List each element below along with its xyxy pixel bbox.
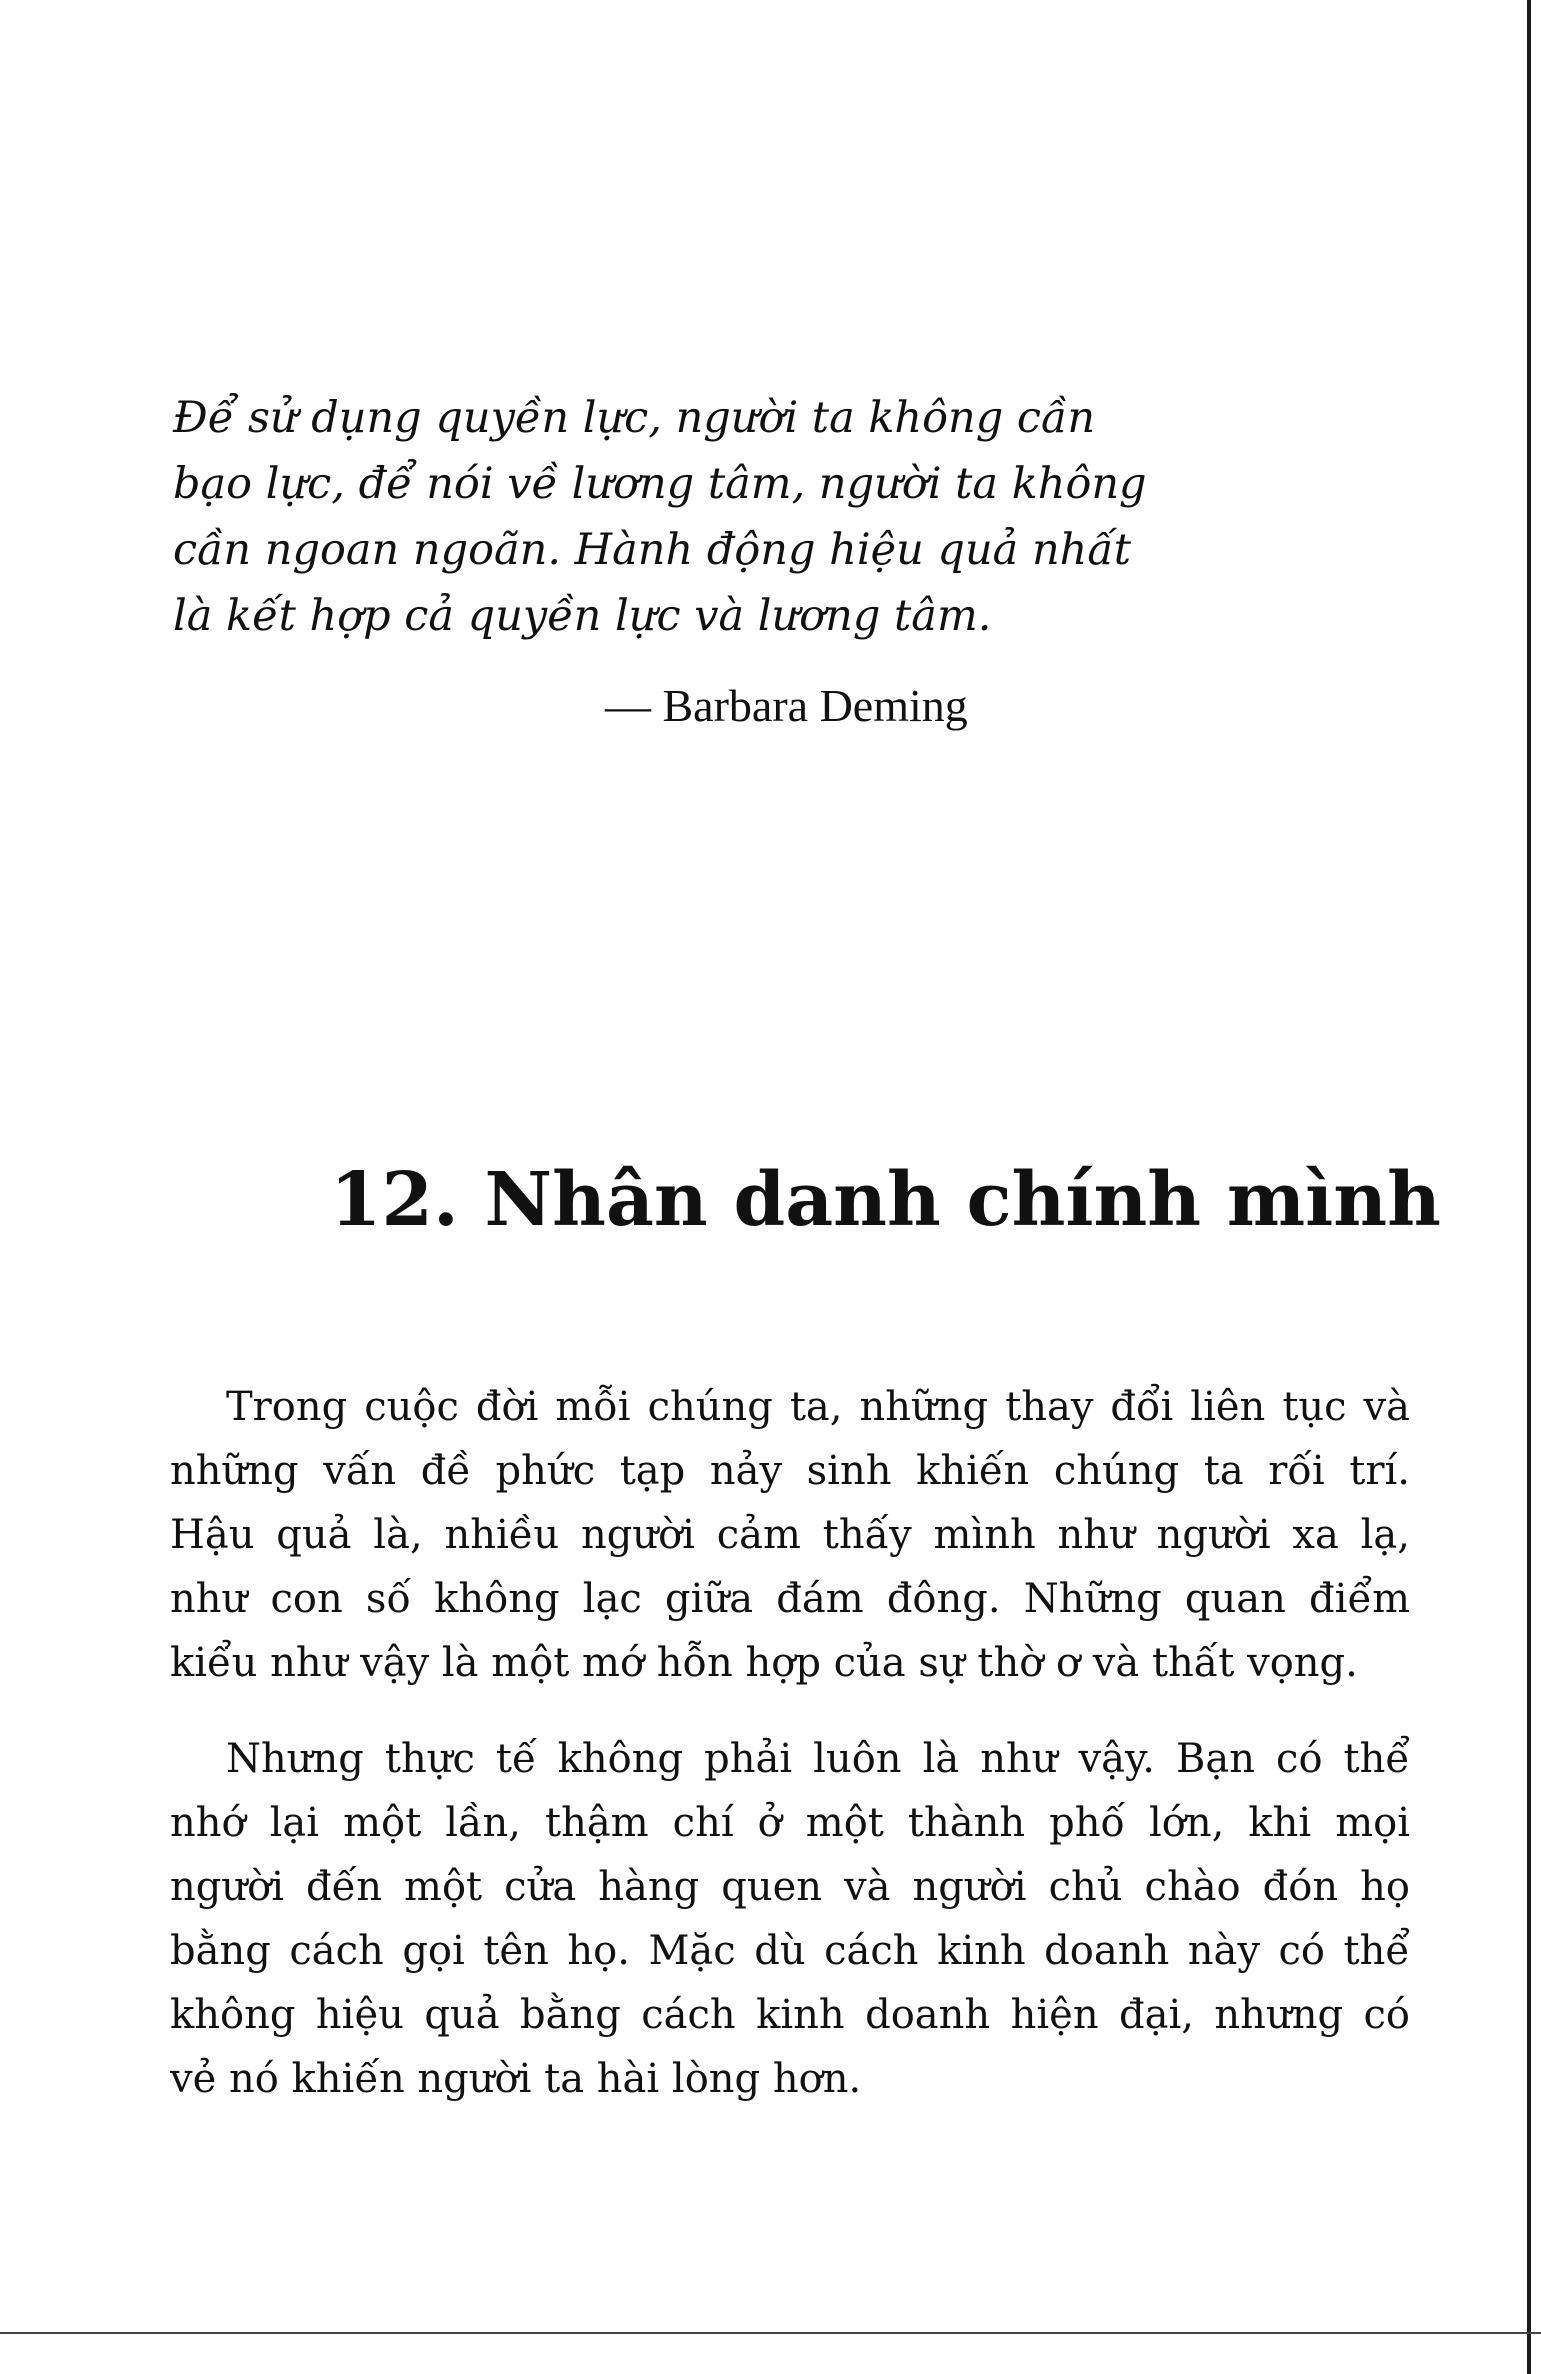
paragraph-line: bằng cách gọi tên họ. Mặc dù cách kinh doanh này có thể [170, 1928, 1410, 1974]
page-edge-bottom [0, 2332, 1541, 2334]
epigraph-line: là kết hợp cả quyền lực và lương tâm. [173, 591, 992, 641]
epigraph-line: cần ngoan ngoãn. Hành động hiệu quả nhất [173, 525, 1131, 575]
paragraph-line: Hậu quả là, nhiều người cảm thấy mình như người xa lạ, [170, 1512, 1410, 1558]
epigraph-quote [173, 385, 1147, 649]
paragraph-line: không hiệu quả bằng cách kinh doanh hiện đại, nhưng có [170, 1992, 1410, 2038]
epigraph-attribution: — Barbara Deming [605, 680, 968, 731]
epigraph-line: Để sử dụng quyền lực, người ta không cần [173, 393, 1096, 443]
chapter-title: 12. Nhân danh chính mình [330, 1157, 1441, 1243]
paragraph-line: những vấn đề phức tạp nảy sinh khiến chúng ta rối trí. [170, 1448, 1410, 1494]
paragraph-line: vẻ nó khiến người ta hài lòng hơn. [170, 2056, 862, 2102]
paragraph-line: Nhưng thực tế không phải luôn là như vậy. Bạn có thể [226, 1736, 1410, 1782]
paragraph-line: người đến một cửa hàng quen và người chủ chào đón họ [170, 1864, 1410, 1910]
page-edge-right [1527, 0, 1531, 2374]
body-paragraph-2 [170, 1727, 1410, 2111]
body-paragraph-1 [170, 1375, 1410, 1695]
paragraph-line: như con số không lạc giữa đám đông. Những quan điểm [170, 1576, 1410, 1622]
paragraph-line: kiểu như vậy là một mớ hỗn hợp của sự thờ ơ và thất vọng. [170, 1640, 1358, 1686]
paragraph-line: Trong cuộc đời mỗi chúng ta, những thay đổi liên tục và [226, 1384, 1410, 1430]
epigraph-line: bạo lực, để nói về lương tâm, người ta không [173, 459, 1147, 509]
paragraph-line: nhớ lại một lần, thậm chí ở một thành phố lớn, khi mọi [170, 1800, 1410, 1846]
